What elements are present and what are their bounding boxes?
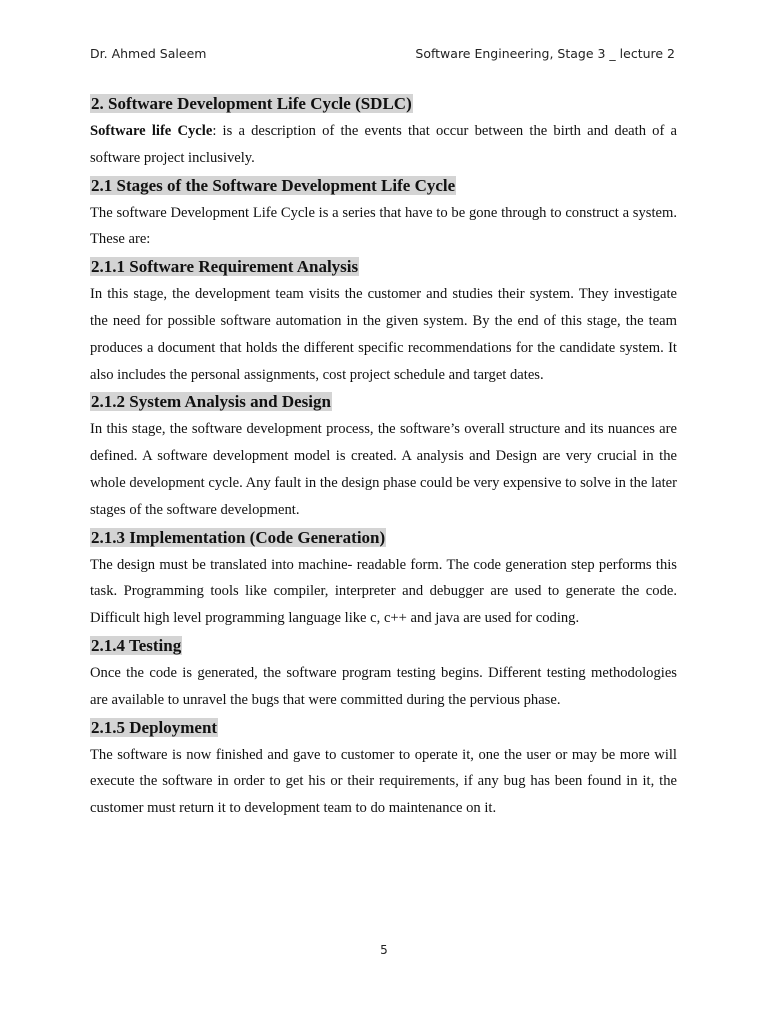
section-heading-sdlc (90, 91, 677, 117)
page-header (90, 46, 675, 61)
section-heading-testing-text: 2.1.4 Testing (91, 635, 182, 655)
section-heading-stages (90, 173, 677, 199)
section-paragraph-design: In this stage, the software development process, the software’s overall structure and its nuances are defined. A software development model is created. A analysis and Design are very crucial in the whole development cycle. Any fault in the design phase could be very expensive to solve in the later stages of the software development. (90, 421, 677, 518)
section-paragraph-deployment: The software is now finished and gave to customer to operate it, one the user or may be more will execute the software in order to get his or their requirements, if any bug has been found in it, the customer must return it to development team to do maintenance on it. (90, 746, 677, 817)
section-heading-design (90, 389, 677, 415)
section-paragraph-requirement: In this stage, the development team visits the customer and studies their system. They investigate the need for possible software automation in the given system. By the end of this stage, the team produces a document that holds the different specific recommendations for the candidate system. It also includes the personal assignments, cost project schedule and target dates. (90, 286, 677, 383)
section-heading-stages-text: 2.1 Stages of the Software Development Life Cycle (91, 175, 456, 195)
section-paragraph-stages: The software Development Life Cycle is a series that have to be gone through to construct a system. These are: (90, 204, 677, 248)
section-heading-requirement (90, 254, 677, 280)
section-paragraph-sdlc (90, 118, 677, 172)
section-heading-sdlc-text: 2. Software Development Life Cycle (SDLC) (91, 94, 412, 113)
section-heading-implementation (90, 525, 677, 551)
section-paragraph-testing: Once the code is generated, the software program testing begins. Different testing methodologies are available to unravel the bugs that were committed during the pervious phase. (90, 664, 677, 708)
section-heading-deployment (90, 715, 677, 741)
section-heading-design-text: 2.1.2 System Analysis and Design (91, 392, 331, 412)
header-course-title: Software Engineering, Stage 3 _ lecture 2 (415, 46, 675, 61)
page-content (90, 91, 677, 822)
definition-text: : is a description of the events that occur between the birth and death of a software project inclusively. (90, 123, 677, 166)
section-heading-implementation-text: 2.1.3 Implementation (Code Generation) (91, 527, 386, 547)
header-author: Dr. Ahmed Saleem (90, 46, 207, 61)
section-heading-testing (90, 633, 677, 659)
section-heading-requirement-text: 2.1.1 Software Requirement Analysis (91, 257, 359, 277)
definition-term: Software life Cycle (90, 123, 213, 139)
section-heading-deployment-text: 2.1.5 Deployment (91, 717, 218, 737)
page-number: 5 (380, 943, 388, 957)
section-paragraph-implementation: The design must be translated into machine- readable form. The code generation step performs this task. Programming tools like compiler, interpreter and debugger are used to generate the code. Difficult high level programming language like c, c++ and java are used for coding. (90, 556, 677, 627)
